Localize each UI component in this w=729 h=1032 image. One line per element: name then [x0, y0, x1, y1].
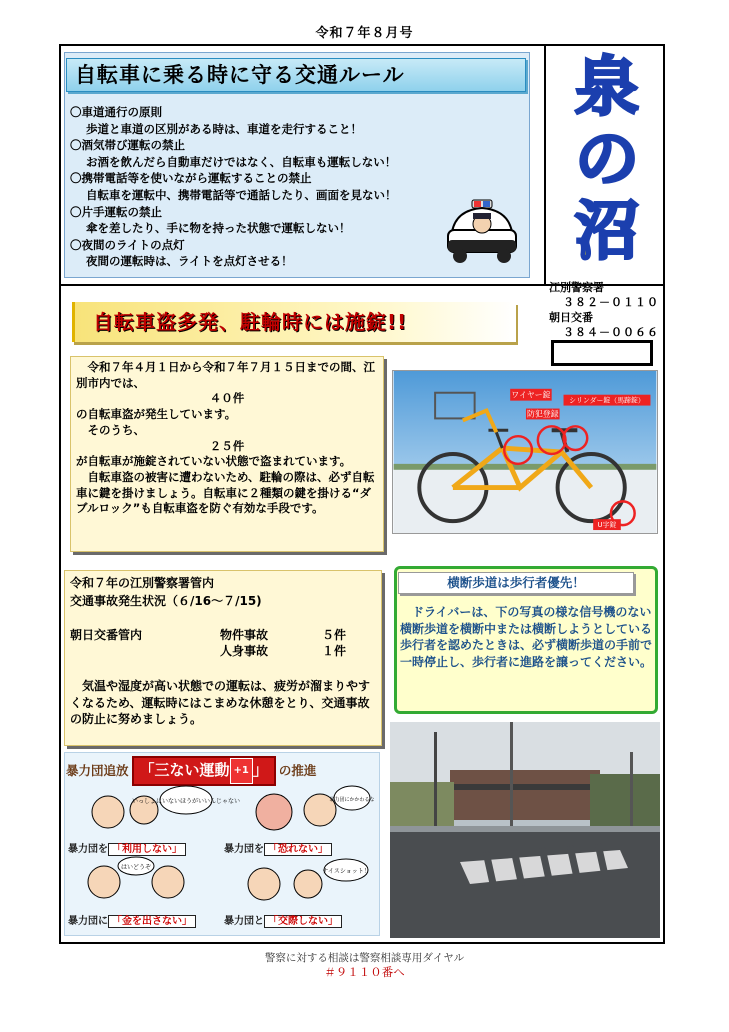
gang-bubble-4: ナイスショット！ [322, 868, 370, 875]
koban-phone: ３８４－００６６ [563, 326, 659, 339]
footer-line-2: ＃９１１０番へ [324, 965, 405, 979]
rule-head: 〇夜間のライトの点灯 [70, 237, 185, 252]
gang-badge-text: 「三ない運動 [139, 761, 230, 779]
rule-body: 自転車を運転中、携帯電話等で通話したり、画面を見ない！ [86, 187, 397, 202]
gang-bubble-3: はいどうぞ [120, 864, 152, 871]
property-accident-label: 物件事故 [220, 628, 269, 642]
property-accident-value: ５件 [322, 628, 347, 642]
accident-title-1: 令和７年の江別警察署管内 [70, 576, 215, 590]
gang-cell-2 [224, 784, 375, 855]
station-phone: ３８２－０１１０ [563, 296, 659, 309]
theft-count-1: ４０件 [209, 391, 245, 406]
gang-pre-3: 暴力団に [68, 916, 108, 927]
theft-p3: そのうち、 [87, 422, 145, 437]
masthead-title [562, 52, 652, 268]
contact-info [549, 280, 661, 340]
masthead-char: の [575, 123, 639, 197]
gang-bubble-2: 暴力団にかかわるな [329, 797, 375, 803]
masthead-char: 沼 [575, 195, 639, 269]
rules-title: 自転車に乗る時に守る交通ルール [66, 58, 526, 92]
gang-key-3: 「金を出さない」 [108, 915, 196, 928]
rule-head: 〇車道通行の原則 [70, 105, 162, 119]
gang-pre-4: 暴力団と [224, 916, 264, 927]
gang-illustration [224, 856, 370, 908]
koban-name: 朝日交番 [549, 311, 593, 324]
gang-key-2: 「恐れない」 [264, 843, 332, 856]
rule-head: 〇片手運転の禁止 [70, 204, 162, 219]
issue-date: 令和７年８月号 [315, 26, 414, 41]
theft-title: 自転車盗多発、駐輪時には施錠!! [72, 302, 516, 342]
injury-accident-label: 人身事故 [220, 644, 269, 658]
rule-head: 〇携帯電話等を使いながら運転することの禁止 [70, 171, 312, 186]
divider-vertical [544, 44, 546, 284]
crosswalk-photo [390, 722, 660, 938]
theft-p2: の自転車盗が発生しています。 [76, 407, 237, 422]
gang-illustration [68, 856, 214, 908]
footer-line-1: 警察に対する相談は警察相談専用ダイヤル [264, 952, 465, 964]
gang-suffix: の推進 [278, 763, 317, 778]
crosswalk-title: 横断歩道は歩行者優先！ [398, 572, 634, 594]
rule-body: 傘を差したり、手に物を持った状態で運転しない！ [86, 221, 351, 236]
rule-body: 歩道と車道の区別がある時は、車道を走行すること！ [86, 121, 362, 136]
theft-count-2: ２５件 [209, 438, 245, 453]
redacted-box [551, 340, 653, 366]
gang-cell-4 [224, 856, 370, 926]
bicycle-photo [392, 370, 658, 534]
gang-key-4: 「交際しない」 [264, 915, 342, 928]
rule-body: お酒を飲んだら自動車だけではなく、自転車も運転しない！ [86, 154, 397, 169]
bike-label-wire: ワイヤー錠 [511, 390, 551, 400]
bike-label-registration: 防犯登録 [526, 409, 559, 419]
gang-cell-3 [68, 856, 214, 926]
accident-title-2: 交通事故発生状況（６/16～７/15) [70, 594, 262, 608]
accident-message: 気温や湿度が高い状態での運転は、疲労が溜まりやすくなるため、運転時にはこまめな休憩をとり、交通事故の防止に努めましょう。 [70, 679, 371, 726]
gang-bubble-1: いっしょにいないほうがいいんじゃない [131, 798, 241, 805]
gang-badge-end: 」 [252, 761, 268, 779]
gang-plus: +1 [230, 758, 253, 784]
gang-pre-2: 暴力団を [224, 844, 264, 855]
accident-station: 朝日交番管内 [70, 628, 143, 642]
injury-accident-value: １件 [322, 644, 347, 658]
theft-p1: 令和７年４月１日から令和７年７月１５日までの間、江別市内では、 [76, 360, 375, 390]
station-name: 江別警察署 [549, 281, 604, 294]
rule-head: 〇酒気帯び運転の禁止 [70, 138, 185, 153]
gang-cell-1 [68, 784, 241, 855]
masthead-char: 泉 [575, 51, 639, 125]
police-car-illustration [442, 196, 522, 268]
crosswalk-text: ドライバーは、下の写真の様な信号機のない横断歩道を横断中または横断しようとしている歩行者を認めたときは、必ず横断歩道の手前で一時停止し、歩行者に進路を譲ってください。 [400, 605, 653, 669]
rule-body: 夜間の運転時は、ライトを点灯させる！ [86, 254, 293, 269]
theft-article [70, 356, 384, 552]
gang-key-1: 「利用しない」 [108, 843, 186, 856]
gang-header [66, 756, 316, 786]
gang-illustration [224, 784, 375, 836]
gang-prefix: 暴力団追放 [66, 763, 129, 778]
bike-label-cylinder: シリンダー錠（馬蹄錠） [569, 396, 645, 405]
theft-p4: が自転車が施錠されていない状態で盗まれています。 [76, 454, 352, 469]
gang-badge [132, 756, 276, 786]
gang-illustration [68, 784, 241, 836]
gang-pre-1: 暴力団を [68, 844, 108, 855]
theft-p5: 自転車盗の被害に遭わないため、駐輪の際は、必ず自転車に鍵を掛けましょう。自転車に２種類の鍵を掛ける“ダブルロック”も自転車盗を防ぐ有効な手段です。 [76, 469, 375, 516]
bike-label-ulock: U字錠 [597, 521, 617, 530]
